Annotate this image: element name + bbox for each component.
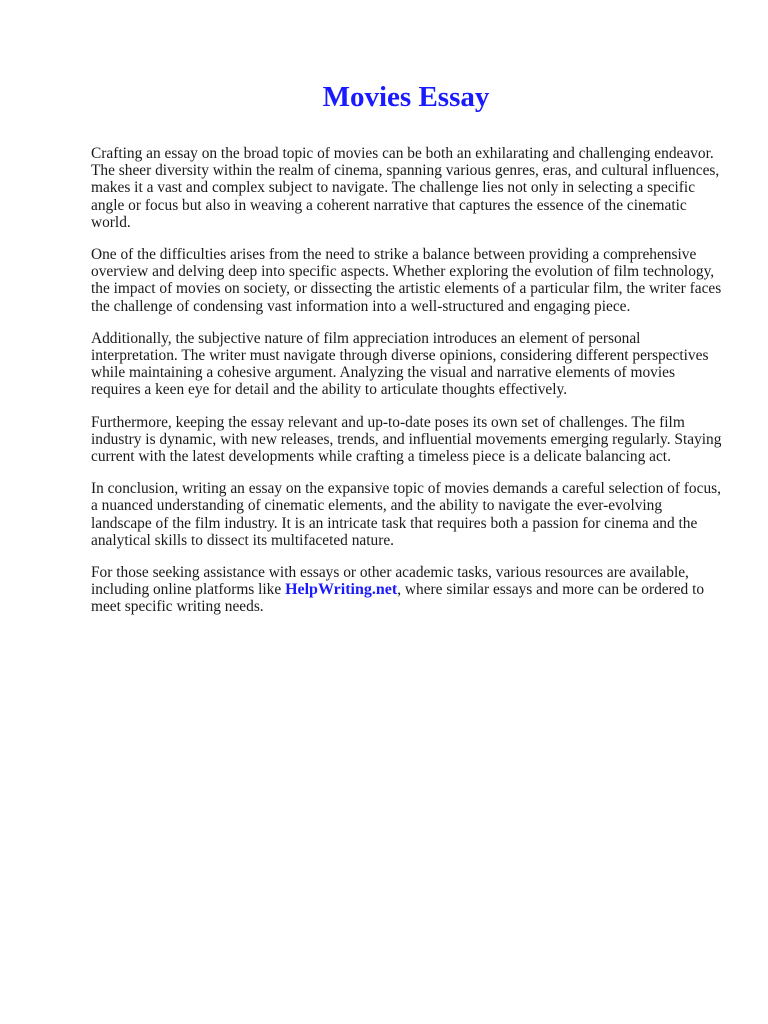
paragraph-resources [91,564,726,616]
paragraph-conclusion: In conclusion, writing an essay on the expansive topic of movies demands a careful selection of focus, a nuanced understanding of cinematic elements, and the ability to navigate the ever-evolving landscape of the film industry. It is an intricate task that requires both a passion for cinema and the analytical skills to dissect its multifaceted nature. [91,480,721,549]
document-title: Movies Essay [322,81,490,113]
paragraph-subjectivity: Additionally, the subjective nature of film appreciation introduces an element of personal interpretation. The writer must navigate through diverse opinions, considering different perspectives while maintaining a cohesive argument. Analyzing the visual and narrative elements of movies requires a keen eye for detail and the ability to articulate thoughts effectively. [91,329,709,399]
paragraph-difficulties: One of the difficulties arises from the need to strike a balance between providing a comprehensive overview and delving deep into specific aspects. Whether exploring the evolution of film technology, the impact of movies on society, or dissecting the artistic elements of a particular film, the writer faces the challenge of condensing vast information into a well-structured and engaging piece. [91,246,722,315]
document-body [91,145,726,631]
resources-text-after-link: , where similar essays and more can be ordered to meet specific writing needs. [91,581,705,616]
paragraph-relevance: Furthermore, keeping the essay relevant and up-to-date poses its own set of challenges. The film industry is dynamic, with new releases, trends, and influential movements emerging regularly. Staying current with the latest developments while crafting a timeless piece is a delicate balancing act. [91,413,722,466]
helpwriting-link[interactable]: HelpWriting.net [285,581,398,599]
paragraph-intro: Crafting an essay on the broad topic of movies can be both an exhilarating and challenging endeavor. The sheer diversity within the realm of cinema, spanning various genres, eras, and cultural influences, makes it a vast and complex subject to navigate. The challenge lies not only in selecting a specific angle or focus but also in weaving a coherent narrative that captures the essence of the cinematic world. [91,145,720,231]
resources-text-before-link: For those seeking assistance with essays or other academic tasks, various resources are available, including online platforms like [91,564,689,599]
